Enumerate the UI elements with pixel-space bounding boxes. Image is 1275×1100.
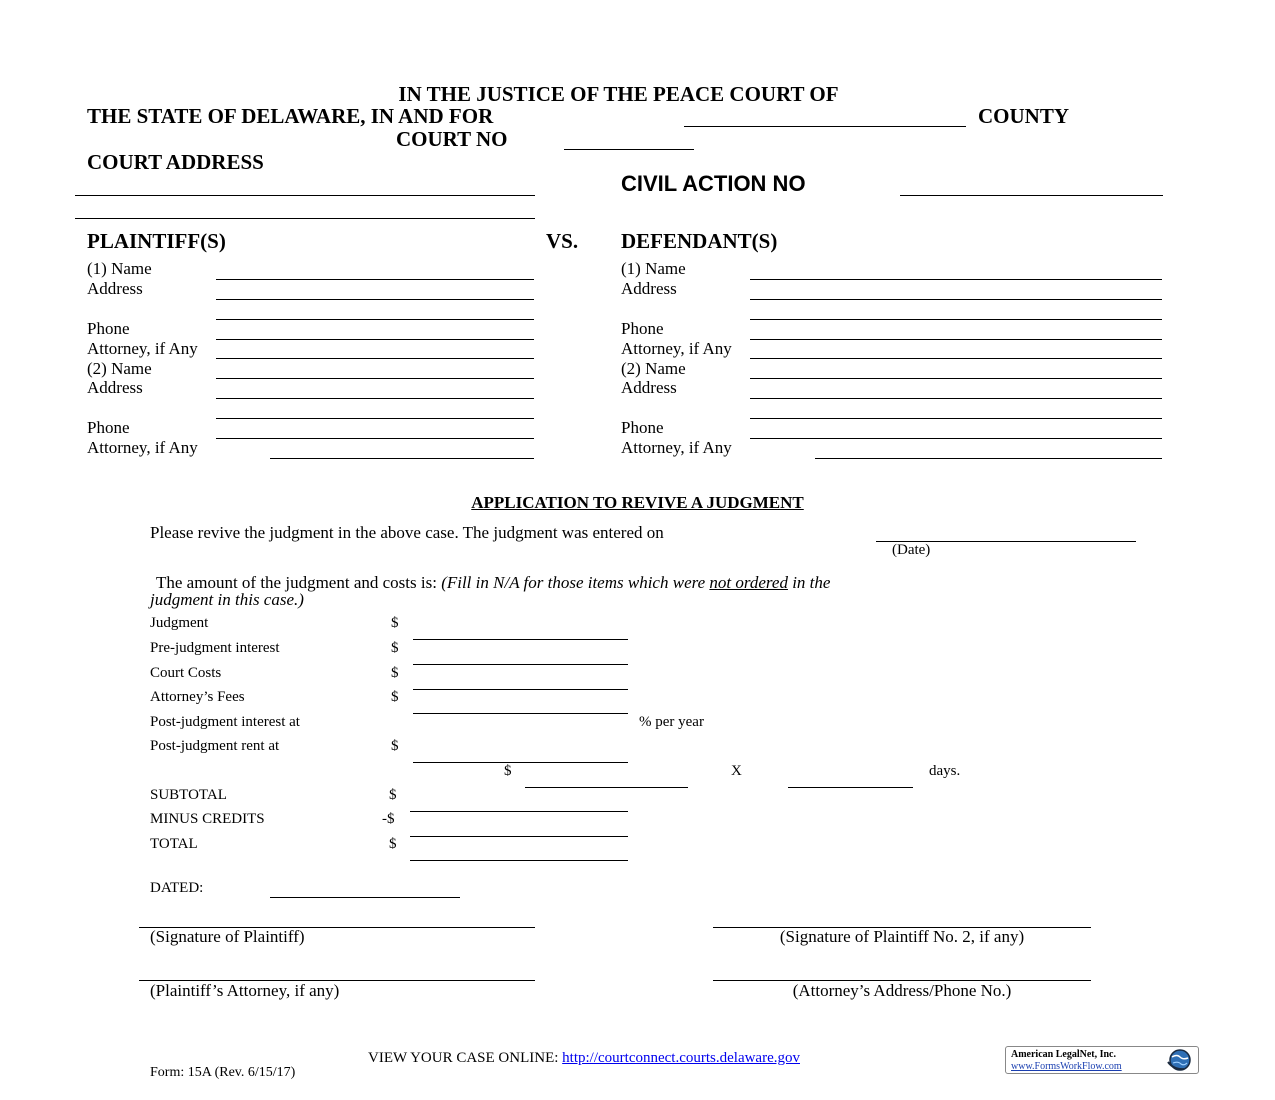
revive-text: Please revive the judgment in the above case. The judgment was entered on: [150, 523, 664, 542]
total-dollar: $: [389, 836, 397, 852]
civil-action-label: CIVIL ACTION NO: [621, 171, 806, 196]
plaintiff-attorney2-label: Attorney, if Any: [87, 438, 198, 457]
postjudgment-rent-label: Post-judgment rent at: [150, 738, 280, 754]
court-costs-label: Court Costs: [150, 665, 222, 681]
defendant-phone2-field[interactable]: [750, 438, 1162, 439]
plaintiff-name1-field[interactable]: [216, 279, 534, 280]
plaintiff-address2-label: Address: [87, 378, 143, 397]
form-number: Form: 15A (Rev. 6/15/17): [150, 1065, 296, 1080]
county-field[interactable]: [684, 126, 966, 127]
plaintiff-phone1-field[interactable]: [216, 339, 534, 340]
defendant-phone1-label: Phone: [621, 319, 664, 338]
total-field[interactable]: [410, 860, 628, 861]
plaintiff-signature-label: (Signature of Plaintiff): [150, 927, 305, 946]
prejudgment-dollar: $: [391, 640, 399, 656]
application-title: APPLICATION TO REVIVE A JUDGMENT: [471, 493, 804, 512]
court-no-field[interactable]: [564, 149, 694, 150]
court-address-label: COURT ADDRESS: [87, 150, 264, 174]
postjudgment-interest-label: Post-judgment interest at: [150, 714, 300, 730]
minus-credits-dollar: -$: [382, 811, 395, 827]
american-legalnet-badge[interactable]: [1005, 1046, 1199, 1074]
civil-action-field[interactable]: [900, 195, 1163, 196]
defendant-attorney1-label: Attorney, if Any: [621, 339, 732, 358]
plaintiff2-signature-label: (Signature of Plaintiff No. 2, if any): [779, 927, 1025, 946]
defendant-phone2-label: Phone: [621, 418, 664, 437]
defendant-address2-field-2[interactable]: [750, 418, 1162, 419]
plaintiff-name2-label: (2) Name: [87, 359, 152, 378]
rent-days-field[interactable]: [788, 787, 913, 788]
defendant-address2-label: Address: [621, 378, 677, 397]
dated-label: DATED:: [150, 880, 204, 896]
times-label: X: [731, 763, 742, 779]
defendant-name1-label: (1) Name: [621, 259, 686, 278]
vs-label: VS.: [546, 229, 579, 253]
defendant-attorney1-field[interactable]: [750, 358, 1162, 359]
defendant-name2-label: (2) Name: [621, 359, 686, 378]
plaintiff-address1-label: Address: [87, 279, 143, 298]
plaintiff-attorney-label: (Plaintiff’s Attorney, if any): [150, 981, 340, 1000]
attorney-address-label: (Attorney’s Address/Phone No.): [792, 981, 1012, 1000]
court-title-line2: THE STATE OF DELAWARE, IN AND FOR: [87, 104, 494, 128]
plaintiff-attorney2-field[interactable]: [270, 458, 534, 459]
per-year-label: % per year: [639, 714, 704, 730]
plaintiff-phone1-label: Phone: [87, 319, 130, 338]
defendant-attorney2-field[interactable]: [815, 458, 1162, 459]
amount-note-continued: judgment in this case.): [150, 590, 304, 609]
prejudgment-field[interactable]: [413, 664, 628, 665]
attorney-fees-dollar: $: [391, 689, 399, 705]
dated-field[interactable]: [270, 897, 460, 898]
attorney-fees-field[interactable]: [413, 713, 628, 714]
judgment-label: Judgment: [150, 615, 209, 631]
plaintiff-attorney1-label: Attorney, if Any: [87, 339, 198, 358]
prejudgment-label: Pre-judgment interest: [150, 640, 280, 656]
rent-dollar: $: [504, 763, 512, 779]
minus-credits-label: MINUS CREDITS: [150, 811, 265, 827]
plaintiff-address1-field-2[interactable]: [216, 319, 534, 320]
defendant-phone1-field[interactable]: [750, 339, 1162, 340]
defendant-address2-field[interactable]: [750, 398, 1162, 399]
postjudgment-rent-dollar: $: [391, 738, 399, 754]
plaintiff-address2-field-2[interactable]: [216, 418, 534, 419]
view-online-text: VIEW YOUR CASE ONLINE: http://courtconnect.courts.delaware.gov: [368, 1050, 800, 1066]
judgment-field[interactable]: [413, 639, 628, 640]
defendant-heading: DEFENDANT(S): [621, 229, 778, 253]
globe-logo-icon: [1164, 1048, 1196, 1072]
brand-url[interactable]: www.FormsWorkFlow.com: [1011, 1061, 1122, 1072]
court-title-line1: IN THE JUSTICE OF THE PEACE COURT OF: [398, 82, 839, 106]
defendant-name1-field[interactable]: [750, 279, 1162, 280]
court-costs-field[interactable]: [413, 689, 628, 690]
court-no-label: COURT NO: [396, 127, 508, 151]
plaintiff-address2-field[interactable]: [216, 398, 534, 399]
attorney-fees-label: Attorney’s Fees: [150, 689, 245, 705]
plaintiff-address1-field[interactable]: [216, 299, 534, 300]
defendant-address1-label: Address: [621, 279, 677, 298]
rent-amount-field[interactable]: [525, 787, 688, 788]
brand-name: American LegalNet, Inc.: [1011, 1049, 1116, 1060]
court-address-line-1[interactable]: [75, 195, 535, 196]
defendant-attorney2-label: Attorney, if Any: [621, 438, 732, 457]
county-label: COUNTY: [978, 104, 1070, 128]
judgment-dollar: $: [391, 615, 399, 631]
subtotal-dollar: $: [389, 787, 397, 803]
plaintiff-phone2-label: Phone: [87, 418, 130, 437]
plaintiff-heading: PLAINTIFF(S): [87, 229, 226, 253]
court-costs-dollar: $: [391, 665, 399, 681]
defendant-address1-field[interactable]: [750, 299, 1162, 300]
plaintiff-name2-field[interactable]: [216, 378, 534, 379]
plaintiff-phone2-field[interactable]: [216, 438, 534, 439]
defendant-address1-field-2[interactable]: [750, 319, 1162, 320]
days-label: days.: [929, 763, 961, 779]
amount-intro: The amount of the judgment and costs is: (Fill in N/A for those items which were not ordered in the: [156, 573, 831, 592]
plaintiff-attorney1-field[interactable]: [216, 358, 534, 359]
court-address-line-2[interactable]: [75, 218, 535, 219]
court-connect-link[interactable]: http://courtconnect.courts.delaware.gov: [562, 1050, 800, 1066]
subtotal-field[interactable]: [410, 811, 628, 812]
minus-credits-field[interactable]: [410, 836, 628, 837]
subtotal-label: SUBTOTAL: [150, 787, 227, 803]
defendant-name2-field[interactable]: [750, 378, 1162, 379]
total-label: TOTAL: [150, 836, 198, 852]
postjudgment-interest-field[interactable]: [413, 762, 628, 763]
date-label: (Date): [892, 542, 931, 558]
plaintiff-name1-label: (1) Name: [87, 259, 152, 278]
